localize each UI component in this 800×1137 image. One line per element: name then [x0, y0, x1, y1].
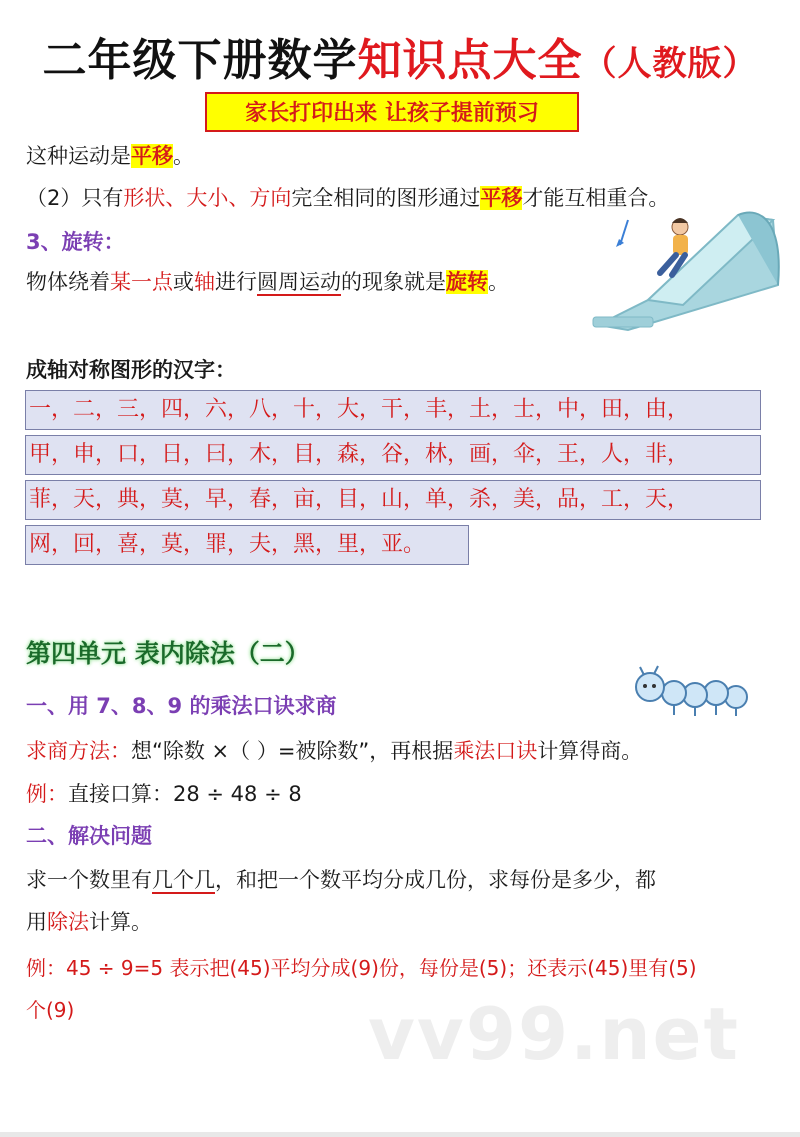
method-line	[26, 735, 642, 765]
print-banner: 家长打印出来 让孩子提前预习	[205, 92, 579, 132]
rotation-heading: 3、旋转：	[26, 230, 125, 254]
text-segment: 求一个数里有	[26, 868, 152, 892]
method-label: 求商方法：	[26, 739, 131, 763]
text-segment: 的现象就是	[341, 270, 446, 294]
text-segment: 用	[26, 910, 47, 934]
translation-line-1	[26, 140, 194, 170]
symmetric-chars-row-3: 菲，天，典，莫，早，春，亩，目，山，单，杀，美，品，工，天，	[25, 480, 761, 520]
example-label: 例：	[26, 782, 68, 806]
text-segment: ，和把一个数平均分成几份，求每份是多少，都	[215, 868, 656, 892]
symmetric-chars-row-4: 网，回，喜，莫，罪，夫，黑，里，亚。	[25, 525, 469, 565]
text-segment: 想“除数 ×（ ）=被除数”，再根据	[131, 739, 454, 763]
keyword-division: 除法	[47, 910, 89, 934]
symmetric-chars-row-2: 甲，申，口，日，曰，木，目，森，谷，林，画，伞，王，人，非，	[25, 435, 761, 475]
title-knowledge: 知识点大全	[357, 35, 583, 86]
page-bottom-border	[0, 1132, 800, 1137]
unit-heading: 第四单元 表内除法（二）	[26, 639, 310, 668]
keyword-axis: 轴	[194, 270, 215, 294]
keyword-translation: 平移	[131, 144, 173, 168]
page-title	[0, 24, 800, 88]
problem-line-2	[26, 906, 152, 936]
caterpillar-illustration	[632, 665, 754, 721]
keyword-how-many: 几个几	[152, 868, 215, 892]
example-2-line-1: 例：45 ÷ 9=5 表示把(45)平均分成(9)份，每份是(5)；还表示(45)里有(5)	[26, 956, 697, 980]
title-grade: 二年级下册数学	[42, 35, 358, 86]
keyword-shape-size-direction: 形状、大小、方向	[123, 186, 292, 210]
example-1-line	[26, 778, 302, 808]
section-2-heading: 二、解决问题	[26, 824, 152, 848]
text-segment: 。	[173, 144, 194, 168]
text-segment: 完全相同的图形通过	[291, 186, 481, 210]
keyword-rotation: 旋转	[446, 270, 488, 294]
text-segment: 这种运动是	[26, 144, 131, 168]
text-segment: 直接口算：28 ÷ 48 ÷ 8	[68, 782, 302, 806]
text-segment: 计算。	[89, 910, 152, 934]
section-1-heading: 一、用 7、8、9 的乘法口诀求商	[26, 694, 337, 718]
translation-line-2	[26, 182, 669, 212]
text-segment: 计算得商。	[537, 739, 643, 763]
example-2-line-2: 个(9)	[26, 998, 75, 1022]
rotation-line	[26, 266, 509, 296]
symmetry-heading: 成轴对称图形的汉字：	[26, 358, 236, 382]
text-segment: 。	[488, 270, 509, 294]
text-segment: 才能互相重合。	[522, 186, 670, 210]
text-segment: 或	[173, 270, 194, 294]
text-segment: 物体绕着	[26, 270, 110, 294]
problem-line-1	[26, 864, 656, 894]
watermark: vv99.net	[368, 992, 740, 1076]
keyword-translation: 平移	[480, 186, 523, 210]
slide-illustration	[588, 205, 788, 335]
text-segment: （2）只有	[26, 186, 124, 210]
keyword-multiplication-rhyme: 乘法口诀	[453, 739, 538, 763]
keyword-circular-motion: 圆周运动	[257, 270, 341, 294]
keyword-point: 某一点	[110, 270, 173, 294]
title-edition: （人教版）	[582, 44, 758, 84]
text-segment: 进行	[215, 270, 257, 294]
symmetric-chars-row-1: 一，二，三，四，六，八，十，大，干，丰，土，士，中，田，由，	[25, 390, 761, 430]
